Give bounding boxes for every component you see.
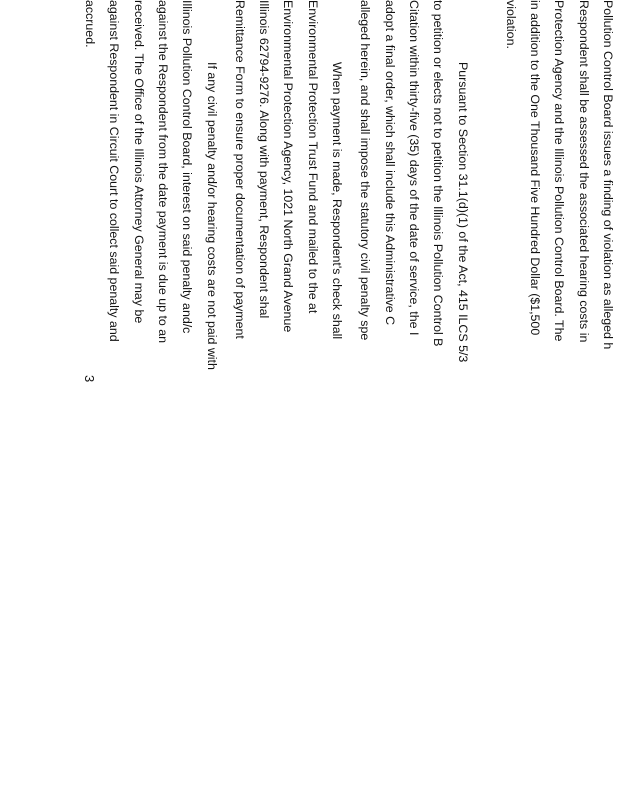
text-line: accrued. [83, 0, 98, 48]
text-line: Illinois Pollution Control Board, interest on said penalty and/c [180, 0, 195, 334]
text-line: to petition or elects not to petition the Illinois Pollution Control B [431, 0, 446, 347]
text-line: Pursuant to Section 31.1(d)(1) of the Act, 415 ILCS 5/3 [455, 62, 470, 363]
text-line: Pollution Control Board issues a finding of violation as alleged h [601, 0, 615, 350]
paragraph-continuation [499, 0, 618, 800]
text-line: Environmental Protection Agency, 1021 North Grand Avenue [281, 0, 296, 333]
text-line: in addition to the One Thousand Five Hundred Dollar ($1,500 [528, 0, 543, 336]
text-line: Citation within thirty-five (35) days of the date of service, the I [406, 0, 421, 336]
text-line: against the Respondent from the date payment is due up to an [155, 0, 170, 344]
text-line: received. The Office of the Illinois Attorney General may be [131, 0, 146, 324]
text-line: Protection Agency and the Illinois Pollution Control Board. The [552, 0, 567, 342]
page-number: 3 [82, 375, 97, 383]
text-line: Illinois 62794-9276. Along with payment, Respondent shal [257, 0, 272, 319]
text-line: adopt a final order, which shall include this Administrative C [382, 0, 397, 326]
text-line: Respondent shall be assessed the associated hearing costs in [576, 0, 591, 343]
paragraph-pursuant [353, 0, 474, 800]
text-line: Remittance Form to ensure proper documentation of payment [232, 0, 247, 339]
text-line: violation. [503, 0, 518, 49]
paragraph-payment [228, 0, 349, 800]
paragraph-if-any [78, 0, 224, 800]
rotated-text-block [80, 0, 618, 800]
text-line: alleged herein, and shall impose the statutory civil penalty spe [358, 0, 373, 341]
text-line: Environmental Protection Trust Fund and mailed to the at [305, 0, 320, 314]
text-line: When payment is made, Respondent's check shall [330, 62, 345, 340]
text-line: against Respondent in Circuit Court to collect said penalty and [107, 0, 122, 342]
text-line: If any civil penalty and/or hearing costs are not paid with [204, 62, 219, 370]
